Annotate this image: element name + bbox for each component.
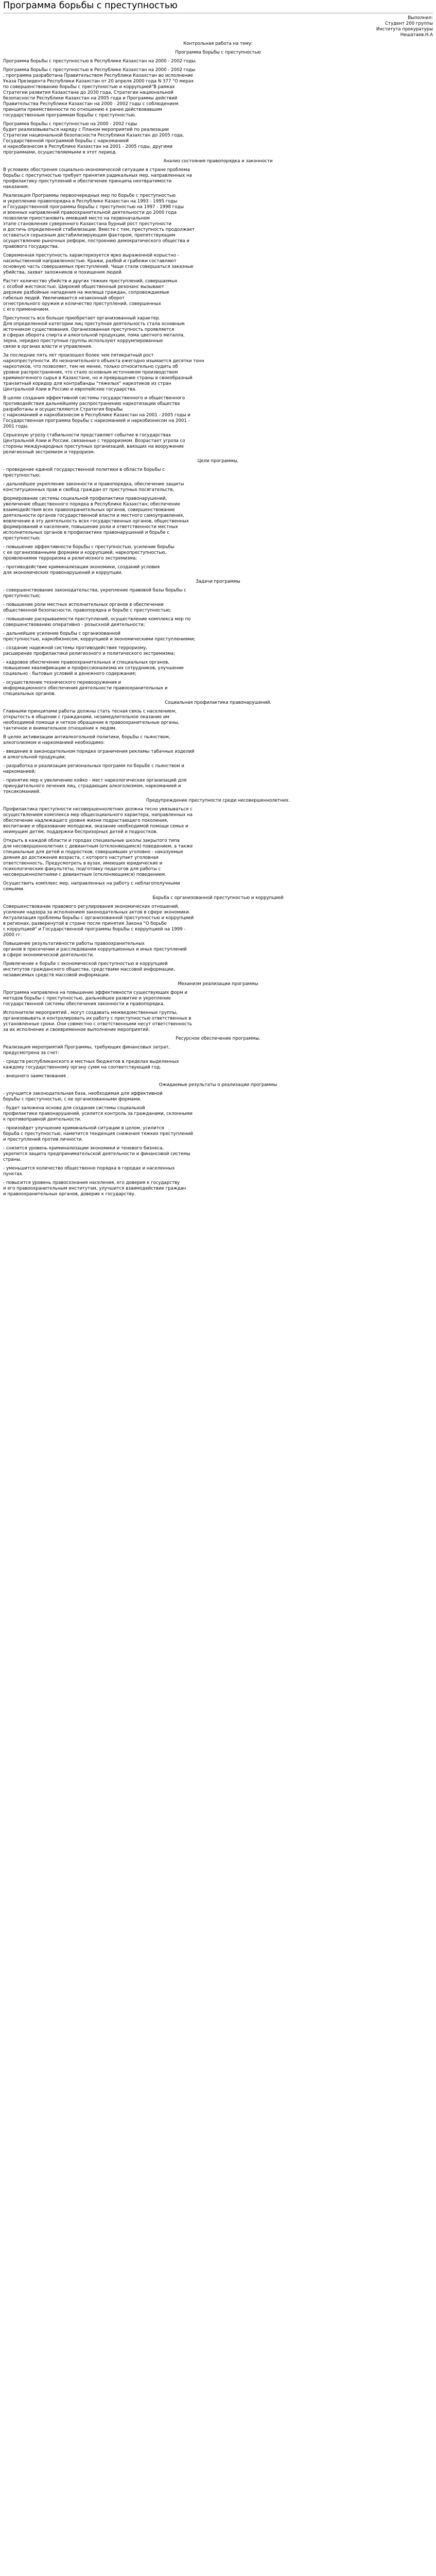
paragraph: Программа борьбы с преступностью в Республике Казахстан на 2000 - 2002 годы. [3, 59, 197, 64]
document-page [0, 0, 436, 1206]
author-block [3, 15, 433, 38]
list-item: - внешнего заимствования . [3, 1074, 69, 1079]
paragraph: Преступность все больше приобретает организованный характер. Для определенной категории лиц преступная деятельность стала основным источником существования. Организованная преступность проявляется в сферах оборота спирта и алкогольной продукции, пома цветного металла, зерна, нередко преступные группы используют коррумпированные связи в органах власти и управления. [3, 316, 185, 349]
section-heading: Социальная профилактика правонарушений. [164, 700, 272, 705]
section-heading: Задачи программы [196, 579, 240, 584]
list-item: - уменьшится количество общественно порядка в городах и населенных пунктах. [3, 1166, 175, 1177]
list-item: - улучшится законодательная база, необходимая для эффективной борьбы с преступностью, с ее организованными формами. [3, 1091, 163, 1102]
section-heading: Механизм реализации программы [178, 981, 258, 987]
list-item: - кадровое обеспечение правоохранительных и специальных органов, повышение квалификации и профессионализма их сотрудников, улучшение социально - бытовых условий и денежного содержания; [3, 660, 184, 676]
list-item: - принятие мер к увеличению койко - мест наркологических организаций для принудительного лечения лиц, страдающих алкоголизмом, наркоманией и токсикоманией. [3, 778, 187, 794]
paragraph: Повышение результативности работы правоохранительных органов в пресечении и расследовании коррупционных и иных преступлений в сфере экономической деятельности. [3, 941, 187, 958]
list-item: - противодействие криминализации экономики, созданий условия для экономических правонарушений и коррупции. [3, 565, 160, 575]
paragraph: Осуществить комплекс мер, направленных на работу с неблагополучными семьями. [3, 881, 180, 892]
list-item: - повышение раскрываемости преступлений, осуществление комплекса мер по совершенствованию оперативно - розыскной деятельности; [3, 617, 191, 628]
paragraph: Растет количество убийств и других тяжких преступлений, совершаемых с особой жестокостью. Широкий общественный резонанс вызывают дерзкие разбойные нападения на жилища граждан, сопровождаемые гибелью людей. Увеличивается незаконный оборот огнестрельного оружия и количество преступлений, совершенных с его применением. [3, 279, 178, 312]
paragraph: Реализация Программы первоочередных мер по борьбе с преступностью и укреплению правопорядка в Республике Казахстан на 1993 - 1995 годы и Государственной программы борьбы с преступностью на 1997 - 1998 годы и военных направлений правоохранительной деятельности до 2000 года позволили приостановить имевший место на первоначальном этапе становления суверенного Казахстана бурный рост преступности и достичь определенной стабилизации. Вместе с тем, преступность продолжает оставаться серьезным дестабилизирующим фактором, препятствующим осуществлению рыночных реформ, построению демократического общества и правового государства. [3, 193, 195, 249]
list-item: - введение в законодательном порядке ограничения рекламы табачных изделий и алкогольной продукции; [3, 749, 195, 760]
list-item: - создание надежной системы противодействия терроризму, расширение профилактики религиозного и политического экстремизма; [3, 646, 175, 656]
paragraph: Открыть в каждой области и городах специальные школы закрытого типа для несовершеннолетних с девиантным (отклоняющимся) поведением, а также специальные для детей и подростков, совершивших уголовно - наказуемые деяния до достижения возраста, с которого наступает уголовная ответственность. Предусмотреть в вузах, имеющих юридические и психологические факультеты, подготовку педагогов для работы с несовершеннолетними с девиантным (отклоняющимся) поведением. [3, 838, 193, 877]
paragraph: Программа направлена на повышение эффективности существующих форм и методов борьбы с преступностью, дальнейшее развитие и укрепление государственной системы обеспечения законности и правопорядка. [3, 990, 187, 1007]
list-item: - осуществление технического перевооружения и информационного обеспечения деятельности правоохранительных и специальных органов. [3, 680, 168, 697]
paragraph: Главными принципами работы должны стать тесная связь с населением, открытость в общении с гражданами, незамедлительное оказание им необходимой помощи и четкое обращение в правоохранительные органы, тактичное и внимательное отношение к людям. [3, 709, 180, 731]
list-item: - совершенствование законодательства, укрепление правовой базы борьбы с преступностью; [3, 588, 186, 599]
paragraph: В целях создания эффективной системы государственного и общественного противодействия дальнейшему распространению наркотизации общества разработаны и осуществляются Стратегия борьбы с наркоманией и наркобизнесом в Республике Казахстан на 2001 - 2005 годы и Государственная программа борьбы с наркоманией и наркобизнесом на 2001 - 2001 годы. [3, 396, 190, 429]
section-heading: Предупреждение преступности среди несовершеннолетних. [146, 798, 290, 803]
paragraph: Совершенствование правового регулирования экономических отношений, усиление надзора за исполнением законодательных актов в сфере экономики. Актуализация проблемы борьбы с организованной преступностью и коррупцией в регионах, разверенутой в стране после принятия Закона "О борьбе с коррупцией" и Государственной программы борьбы с коррупцией на 1999 - 2000 гг. [3, 904, 194, 938]
paragraph: В целях активизации антиалкогольной политики, борьбы с пьянством, алкоголизмом и наркоманией необходимо: [3, 735, 170, 745]
paragraph: Программа борьбы с преступностью на 2000 - 2002 годы будет реализовываться наряду с Планом мероприятий по реализации Стратегии национальной безопасности Республики Казахстан до 2005 года, Государственной программой борьбы с наркоманией и наркобизнесом в Республике Казахстан на 2001 - 2005 годы, другими программами, осуществляемыми в этот период. [3, 122, 184, 155]
author-line: Нешатаев.Н.А [400, 32, 433, 38]
paragraph: Современная преступность характеризуется ярко выраженной корыстно - насильственной направленностью. Кражи, разбой и грабежи составляют основную часть совершаемых преступлений. Чаще стали совершаться заказные убийства, захват заложников и похищения людей. [3, 253, 194, 275]
list-item: - проведение единой государственной политики в области борьбы с преступностью; [3, 467, 165, 478]
subtitle-topic: Программа борьбы с преступностью [175, 50, 261, 55]
document-title: Программа борьбы с преступностью [3, 1, 178, 11]
section-heading: Анализ состояния правопорядка и законности [163, 159, 273, 164]
list-item: - средств республиканского и местных бюджетов в пределах выделенных каждому государственному органу сумм на соответствующий год. [3, 1059, 179, 1070]
paragraph: Привлечение к борьбе с экономической преступностью и коррупцией институтов гражданского общества, средствами массовой информации, независимых средств массовой информации. [3, 961, 175, 978]
list-item: - будет заложена основа для создания системы социальной профилактики правонарушений, усилится контроль за гражданами, склонными к противоправной деятельности. [3, 1106, 193, 1122]
subtitle-work-type: Контрольная работа на тему: [183, 41, 253, 46]
author-line: Института прокуратуры [376, 27, 433, 32]
section-heading: Ресурсное обеспечение программы. [176, 1036, 260, 1041]
section-heading: Ожидаемые результаты о реализации программы [159, 1082, 277, 1088]
paragraph: Серьезную угрозу стабильности представляет событие в государствах Центральной Азии и России, связанные с терроризмом. Возрастает угроза со стороны международных преступных организаций, ваязщих на вооружение религиозный экстремизм и терроризм. [3, 433, 185, 455]
paragraph: В условиях обострения социально-экономической ситуации в стране проблема борьбы с преступностью требует принятия радикальных мер, направленных на профилактику преступлений и обеспечение принципа неотвратимости наказания. [3, 167, 192, 190]
author-line: Выполнил: [408, 15, 433, 21]
author-line: Студент 200 группы [385, 21, 433, 26]
list-item: - дальнейшее усиление борьбы с организованной преступностью, наркобизнесом, коррупцией и экономическими преступлениями; [3, 631, 196, 642]
list-item: формирование системы социальной профилактики правонарушений, увеличение общественного порядка в Республике Казахстан; обеспечение взаимодействия всех правоохранительных органов, совершенствование деятельности органов государственной власти и местного самоуправления, вовлечение в эту деятельность всех государственных органов, общественных формирований и населения, повышение роли и ответственности местных исполнительных органов в профилактике правонарушений и борьбе с преступностью; [3, 496, 189, 541]
paragraph: Программа борьбы с преступностью в Республике Казахстан на 2000 - 2002 годы , программа разработана Правительством Республики Казахстан во исполнение Указа Президента Республики Казахстан от 20 апреля 2000 года N 377 "О мерах по совершенствованию борьбы с преступностью и коррупцией"В рамках Стратегии развития Казахстана до 2030 года, Стратегии национальной безопасности Республики Казахстан на 2005 года и Программы действий Правительства Республики Казахстан на 2000 - 2002 годы с соблюдением принципа преемственности по отношению к ранее действовавшим государственным программам борьбы с преступностью. [3, 67, 196, 118]
list-item: - разработка и реализация региональных программ по борьбе с пьянством и наркоманией; [3, 764, 184, 774]
list-item: - снизится уровень криминализации экономики и теневого бизнеса, укрепится защита предпринимательской деятельности и финансовой системы страны. [3, 1146, 190, 1162]
list-item: - повышение эффективности борьбы с преступностью, усиление борьбы с ее организованными формами и коррупцией, наркопреступностью, проявлениями терроризма и религиозного экстремизма; [3, 545, 175, 561]
paragraph: За последние пять лет произошел более чем пятикратный рост наркопреступности. Из незначительного объекта ежегодно изымается десятки тонн наркотиков, что позволяет, тем не менее, только относительно судить об уровне распространения, что стало основным источником производством криминогенного сырья в Казахстане, но и превращение страны в своеобразный транзитный коридор для контрабанды "тяжелых" наркотиков из стран Центральной Азии в Россию и европейские государства. [3, 353, 204, 392]
paragraph: Профилактика преступности несовершеннолетних должна тесно увязываться с осуществлением комплекса мер общесоциального характера, направленных на обеспечение надлежащего уровня жизни подрастающего поколения, воспитание и образование молодежи, оказание необходимой помощи семье и неимущим детям, поддержки беспризорных детей и подростков. [3, 807, 193, 835]
paragraph: Реализация мероприятий Программы, требующих финансовых затрат, предусмотрена за счет: [3, 1045, 170, 1056]
list-item: - повысится уровень правосознания населения, его доверия к государству и его правоохранительным институтам, улучшится взаимодействие граждан и правоохранительных органов, доверие к государству. [3, 1180, 186, 1197]
paragraph: Исполнители мероприятий , могут создавать межведомственные группы, организовывать и контролировать их работу с преступностью ответственных в установленные сроки. Они совместно с ответственными несут ответственность за их исполнение и своевременное выполнение мероприятий. [3, 1010, 192, 1032]
section-heading: Борьба с организованной преступностью и коррупцией [152, 895, 284, 901]
list-item: - повышение роли местных исполнительных органов в обеспечении общественной безопасности, правопорядка и борьбе с преступностью; [3, 602, 171, 613]
list-item: - произойдет улучшение криминальной ситуации в целом, усилится борьба с преступностью, наметится тенденция снижения тяжких преступлений и преступлений против личности. [3, 1126, 193, 1142]
section-heading: Цели программы, [197, 459, 239, 464]
list-item: - дальнейшее укрепление законности и правопорядка, обеспечение защиты конституционных прав и свобод граждан от преступных посягательств, [3, 482, 184, 493]
